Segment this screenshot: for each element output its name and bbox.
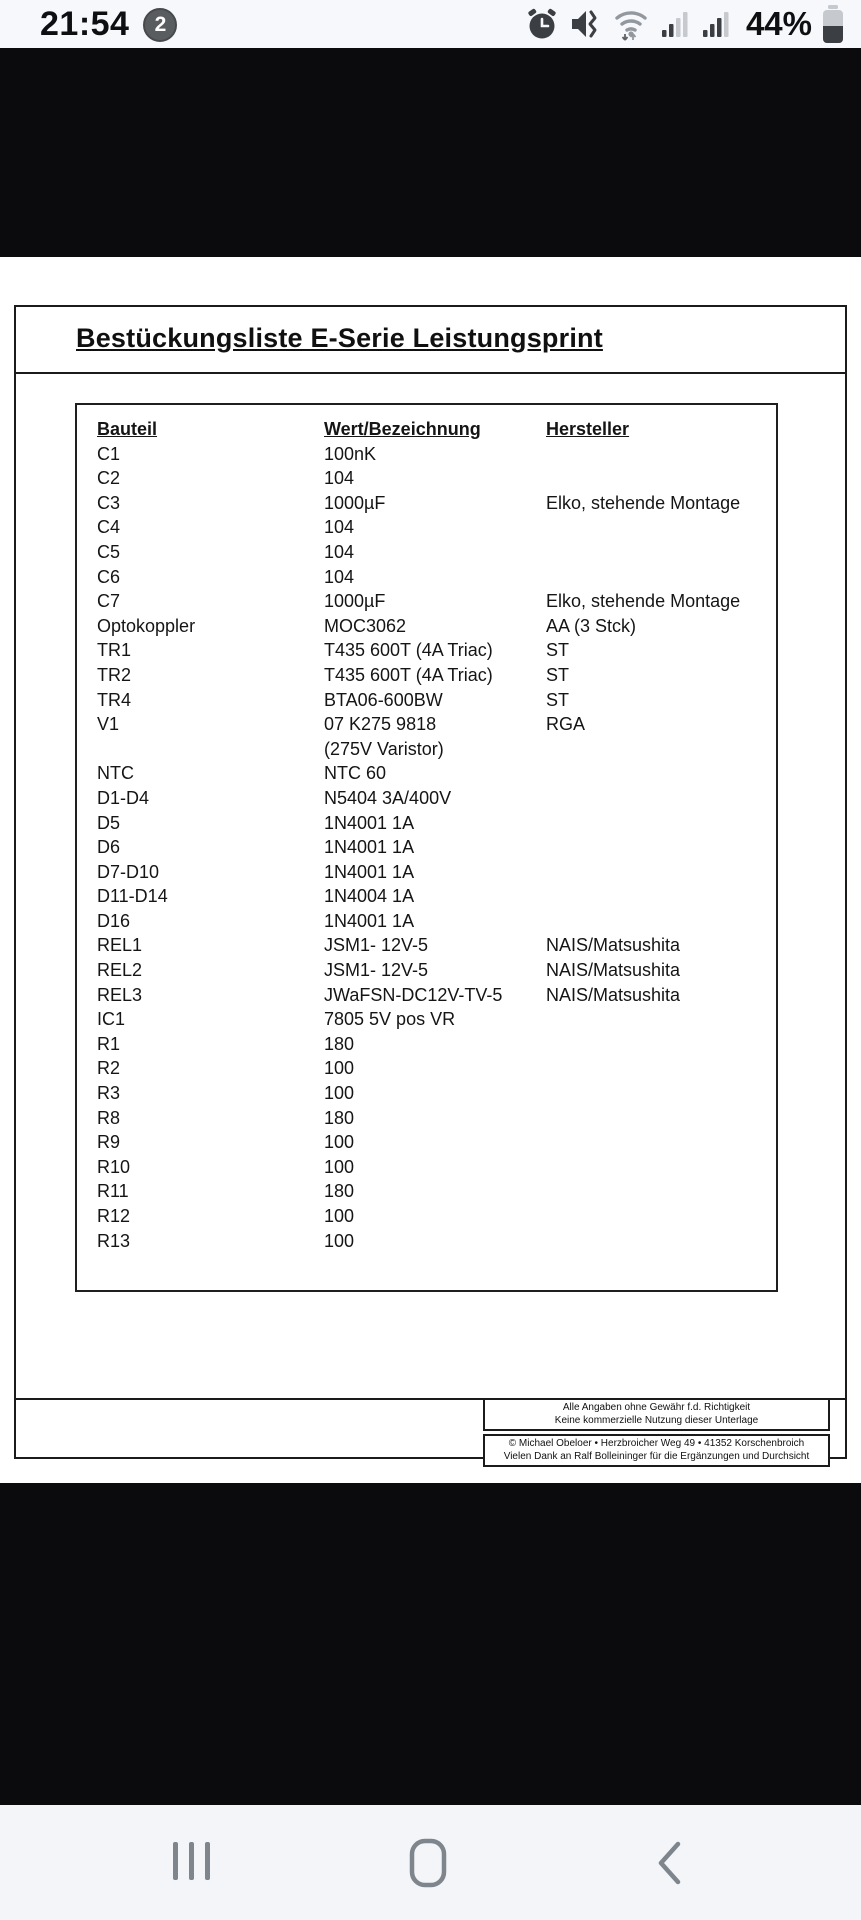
value-cell: NTC 60	[324, 763, 387, 784]
table-row	[97, 1007, 776, 1032]
component-cell: D5	[97, 812, 121, 833]
drawing-frame	[14, 305, 847, 1462]
manufacturer-cell	[546, 1007, 776, 1032]
component-cell: V1	[97, 714, 120, 735]
component-cell: C7	[97, 591, 121, 612]
table-row	[97, 1106, 776, 1131]
table-row	[97, 466, 776, 491]
manufacturer-cell	[546, 1081, 776, 1106]
back-button[interactable]	[634, 1837, 704, 1889]
value-cell: 07 K275 9818	[324, 714, 437, 735]
disclaimer-line-1: Alle Angaben ohne Gewähr f.d. Richtigkeit	[562, 1402, 751, 1413]
manufacturer-cell	[546, 540, 776, 565]
component-cell: REL1	[97, 935, 143, 956]
component-table	[77, 405, 776, 1253]
signal-sim1-icon	[660, 8, 692, 40]
manufacturer-cell	[546, 466, 776, 491]
table-row	[97, 565, 776, 590]
manufacturer-cell	[546, 835, 776, 860]
signal-sim2-icon	[701, 8, 733, 40]
vibrate-mute-icon	[568, 7, 602, 41]
value-cell: 100	[324, 1230, 355, 1251]
table-row	[97, 786, 776, 811]
manufacturer-cell: RGA	[546, 714, 586, 735]
viewer-background-top	[0, 48, 861, 257]
value-cell: 100nK	[324, 443, 377, 464]
component-cell: TR2	[97, 664, 132, 685]
manufacturer-cell	[546, 1179, 776, 1204]
value-cell: 1N4001 1A	[324, 861, 415, 882]
manufacturer-cell	[546, 515, 776, 540]
component-cell: R11	[97, 1181, 129, 1202]
table-row	[97, 860, 776, 885]
component-cell: C1	[97, 443, 121, 464]
table-row	[97, 442, 776, 467]
clock-time: 21:54	[40, 4, 130, 43]
table-row	[97, 663, 776, 688]
value-cell: MOC3062	[324, 615, 407, 636]
manufacturer-cell	[546, 786, 776, 811]
table-row	[97, 1032, 776, 1057]
manufacturer-cell	[546, 860, 776, 885]
value-cell: 100	[324, 1058, 355, 1079]
battery-percent-text: 44%	[745, 5, 812, 42]
value-cell: 1N4004 1A	[324, 886, 415, 907]
component-cell: NTC	[97, 763, 134, 784]
manufacturer-cell: AA (3 Stck)	[546, 615, 637, 636]
recent-apps-button[interactable]	[156, 1837, 226, 1889]
table-row	[97, 515, 776, 540]
title-block	[483, 1400, 830, 1467]
table-row	[97, 1229, 776, 1254]
table-row	[97, 958, 776, 983]
manufacturer-cell	[546, 811, 776, 836]
component-cell: R2	[97, 1058, 121, 1079]
component-cell: C3	[97, 492, 121, 513]
disclaimer-cell	[483, 1400, 830, 1431]
credits-line-2: Vielen Dank an Ralf Bolleininger für die Ergänzungen und Durchsicht	[503, 1450, 810, 1462]
status-bar	[0, 0, 861, 48]
table-row	[97, 933, 776, 958]
table-row	[97, 688, 776, 713]
component-cell: D1-D4	[97, 787, 150, 808]
manufacturer-cell	[546, 1204, 776, 1229]
component-cell: REL3	[97, 984, 143, 1005]
component-cell: R9	[97, 1132, 121, 1153]
component-cell: R10	[97, 1156, 131, 1177]
home-icon	[409, 1838, 447, 1888]
value-cell: 1N4001 1A	[324, 837, 415, 858]
manufacturer-cell	[546, 565, 776, 590]
value-cell: 100	[324, 1206, 355, 1226]
notification-count-badge: 2	[143, 8, 177, 42]
navigation-bar	[0, 1805, 861, 1920]
value-cell: 180	[324, 1033, 355, 1054]
manufacturer-cell	[546, 442, 776, 467]
table-row	[97, 811, 776, 836]
manufacturer-cell: NAIS/Matsushita	[546, 984, 681, 1005]
component-cell: C2	[97, 468, 121, 489]
wifi-icon	[611, 6, 651, 42]
component-cell: D7-D10	[97, 861, 160, 882]
component-cell: C4	[97, 517, 121, 538]
component-table-box	[75, 403, 778, 1292]
manufacturer-cell	[546, 884, 776, 909]
manufacturer-cell: NAIS/Matsushita	[546, 960, 681, 981]
table-row	[97, 1179, 776, 1204]
value-cell: JSM1- 12V-5	[324, 960, 429, 981]
table-row	[97, 983, 776, 1008]
component-cell: D6	[97, 837, 121, 858]
alarm-icon	[525, 7, 559, 41]
value-cell: N5404 3A/400V	[324, 787, 452, 808]
value-cell: 180	[324, 1107, 355, 1128]
manufacturer-cell: Elko, stehende Montage	[546, 591, 741, 612]
value-cell: BTA06-600BW	[324, 689, 443, 710]
home-button[interactable]	[393, 1837, 463, 1889]
title-divider	[16, 372, 845, 374]
component-cell: R8	[97, 1107, 121, 1128]
value-cell: 100	[324, 1132, 355, 1153]
credits-cell	[483, 1434, 830, 1467]
manufacturer-cell: Elko, stehende Montage	[546, 492, 741, 513]
table-row	[97, 884, 776, 909]
table-row	[97, 1056, 776, 1081]
value-cell: JWaFSN-DC12V-TV-5	[324, 984, 503, 1005]
manufacturer-cell	[546, 1106, 776, 1131]
component-cell: C6	[97, 566, 121, 587]
component-cell: R12	[97, 1206, 131, 1226]
header-wert: Wert/Bezeichnung	[324, 419, 481, 439]
table-row	[97, 1204, 776, 1229]
back-icon	[655, 1840, 683, 1886]
table-row	[97, 614, 776, 639]
table-row	[97, 638, 776, 663]
component-cell	[97, 737, 324, 762]
manufacturer-cell	[546, 1130, 776, 1155]
component-cell: R13	[97, 1230, 131, 1251]
table-row	[97, 712, 776, 737]
component-cell: IC1	[97, 1009, 126, 1030]
value-cell: 1000µF	[324, 492, 386, 513]
value-cell: 104	[324, 566, 355, 587]
credits-line-1: © Michael Obeloer • Herzbroicher Weg 49 • 41352 Korschenbroich	[508, 1438, 805, 1449]
page-title: Bestückungsliste E-Serie Leistungsprint	[76, 323, 603, 353]
disclaimer-line-2: Keine kommerzielle Nutzung dieser Unterlage	[554, 1414, 759, 1426]
value-cell: T435 600T (4A Triac)	[324, 640, 493, 661]
value-cell: 180	[324, 1181, 355, 1202]
value-cell: 7805 5V pos VR	[324, 1009, 456, 1030]
table-header-row	[97, 417, 776, 442]
header-bauteil: Bauteil	[97, 419, 158, 439]
component-cell: R3	[97, 1083, 121, 1104]
manufacturer-cell: ST	[546, 664, 570, 685]
manufacturer-cell: ST	[546, 689, 570, 710]
manufacturer-cell	[546, 737, 776, 762]
component-cell: REL2	[97, 960, 143, 981]
value-cell: T435 600T (4A Triac)	[324, 664, 493, 685]
component-cell: D11-D14	[97, 886, 168, 907]
manufacturer-cell	[546, 1032, 776, 1057]
header-hersteller: Hersteller	[546, 419, 630, 439]
value-cell: JSM1- 12V-5	[324, 935, 429, 956]
manufacturer-cell	[546, 1229, 776, 1254]
value-cell: 104	[324, 468, 355, 489]
manufacturer-cell: NAIS/Matsushita	[546, 935, 681, 956]
recent-apps-icon	[167, 1842, 215, 1885]
manufacturer-cell: ST	[546, 640, 570, 661]
value-cell: 1N4001 1A	[324, 812, 415, 833]
pdf-page[interactable]	[0, 257, 861, 1483]
table-row	[97, 761, 776, 786]
table-row	[97, 1155, 776, 1180]
table-row	[97, 737, 776, 762]
table-body	[97, 442, 776, 1254]
component-cell: R1	[97, 1033, 121, 1054]
component-cell: TR1	[97, 640, 132, 661]
table-row	[97, 1130, 776, 1155]
table-row	[97, 909, 776, 934]
component-cell: Optokoppler	[97, 615, 196, 636]
value-cell: 100	[324, 1156, 355, 1177]
value-cell: 104	[324, 517, 355, 538]
battery-icon	[821, 4, 845, 44]
manufacturer-cell	[546, 761, 776, 786]
table-row	[97, 1081, 776, 1106]
value-cell: 100	[324, 1083, 355, 1104]
status-bar-right	[525, 4, 845, 44]
value-cell: 1000µF	[324, 591, 386, 612]
component-cell: D16	[97, 910, 131, 931]
viewer-background-bottom	[0, 1483, 861, 1805]
manufacturer-cell	[546, 1056, 776, 1081]
table-row	[97, 835, 776, 860]
component-cell: TR4	[97, 689, 132, 710]
value-cell: (275V Varistor)	[324, 738, 444, 759]
value-cell: 104	[324, 541, 355, 562]
manufacturer-cell	[546, 1155, 776, 1180]
component-cell: C5	[97, 541, 121, 562]
table-row	[97, 491, 776, 516]
value-cell: 1N4001 1A	[324, 910, 415, 931]
table-row	[97, 589, 776, 614]
table-row	[97, 540, 776, 565]
manufacturer-cell	[546, 909, 776, 934]
